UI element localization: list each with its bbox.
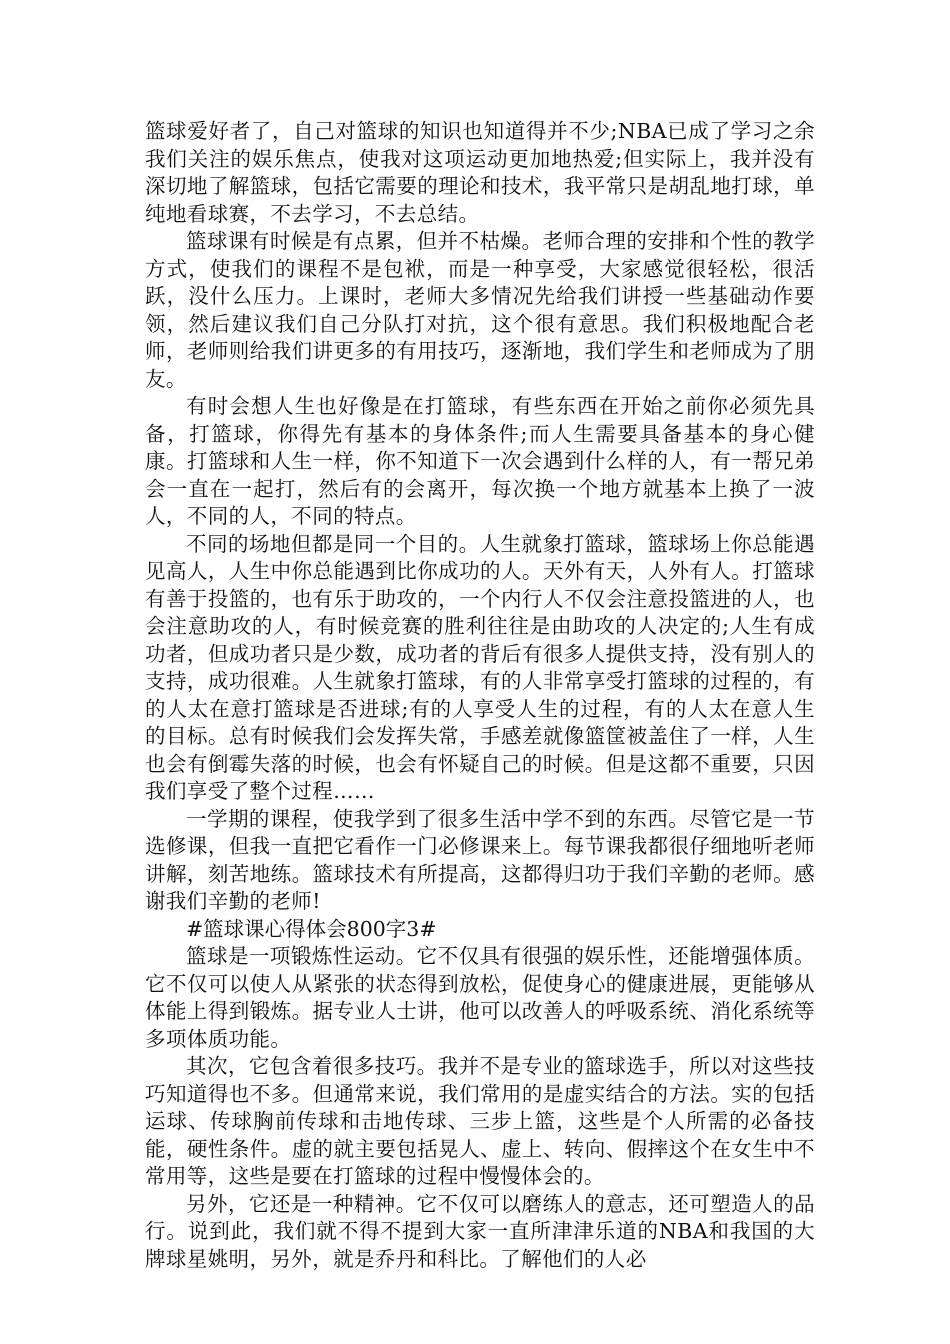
paragraph-6: 篮球是一项锻炼性运动。它不仅具有很强的娱乐性，还能增强体质。它不仅可以使人从紧张的状态得到放松，促使身心的健康进展，更能够从体能上得到锻炼。据专业人士讲，他可以改善人的呼吸系统、消化系统等多项体质功能。 (145, 944, 815, 1051)
document-page (145, 118, 815, 1273)
paragraph-8: 另外，它还是一种精神。它不仅可以磨练人的意志，还可塑造人的品行。说到此，我们就不得不提到大家一直所津津乐道的NBA和我国的大牌球星姚明，另外，就是乔丹和科比。了解他们的人必 (145, 1191, 815, 1271)
paragraph-3: 有时会想人生也好像是在打篮球，有些东西在开始之前你必须先具备，打篮球，你得先有基本的身体条件;而人生需要具备基本的身心健康。打篮球和人生一样，你不知道下一次会遇到什么样的人，有一帮兄弟会一直在一起打，然后有的会离开，每次换一个地方就基本上换了一波人，不同的人，不同的特点。 (145, 394, 815, 528)
paragraph-1: 篮球爱好者了，自己对篮球的知识也知道得并不少;NBA已成了学习之余我们关注的娱乐焦点，使我对这项运动更加地热爱;但实际上，我并没有深切地了解篮球，包括它需要的理论和技术，我平常只是胡乱地打球，单纯地看球赛，不去学习，不去总结。 (145, 119, 815, 226)
section-heading: #篮球课心得体会800字3# (186, 916, 437, 941)
paragraph-7: 其次，它包含着很多技巧。我并不是专业的篮球选手，所以对这些技巧知道得也不多。但通常来说，我们常用的是虚实结合的方法。实的包括运球、传球胸前传球和击地传球、三步上篮，这些是个人所需的必备技能，硬性条件。虚的就主要包括晃人、虚上、转向、假摔这个在女生中不常用等，这些是要在打篮球的过程中慢慢体会的。 (145, 1054, 815, 1188)
paragraph-2: 篮球课有时候是有点累，但并不枯燥。老师合理的安排和个性的教学方式，使我们的课程不是包袱，而是一种享受，大家感觉很轻松，很活跃，没什么压力。上课时，老师大多情况先给我们讲授一些基础动作要领，然后建议我们自己分队打对抗，这个很有意思。我们积极地配合老师，老师则给我们讲更多的有用技巧，逐渐地，我们学生和老师成为了朋友。 (145, 229, 815, 391)
paragraph-4: 不同的场地但都是同一个目的。人生就象打篮球，篮球场上你总能遇见高人，人生中你总能遇到比你成功的人。天外有天，人外有人。打篮球有善于投篮的，也有乐于助攻的，一个内行人不仅会注意投篮进的人，也会注意助攻的人，有时候竞赛的胜利往往是由助攻的人决定的;人生有成功者，但成功者只是少数，成功者的背后有很多人提供支持，没有别人的支持，成功很难。人生就象打篮球，有的人非常享受打篮球的过程的，有的人太在意打篮球是否进球;有的人享受人生的过程，有的人太在意人生的目标。总有时候我们会发挥失常，手感差就像篮筐被盖住了一样，人生也会有倒霉失落的时候，也会有怀疑自己的时候。但是这都不重要，只因我们享受了整个过程…… (145, 531, 815, 803)
paragraph-5: 一学期的课程，使我学到了很多生活中学不到的东西。尽管它是一节选修课，但我一直把它看作一门必修课来上。每节课我都很仔细地听老师讲解，刻苦地练。篮球技术有所提高，这都得归功于我们辛勤的老师。感谢我们辛勤的老师! (145, 806, 815, 913)
